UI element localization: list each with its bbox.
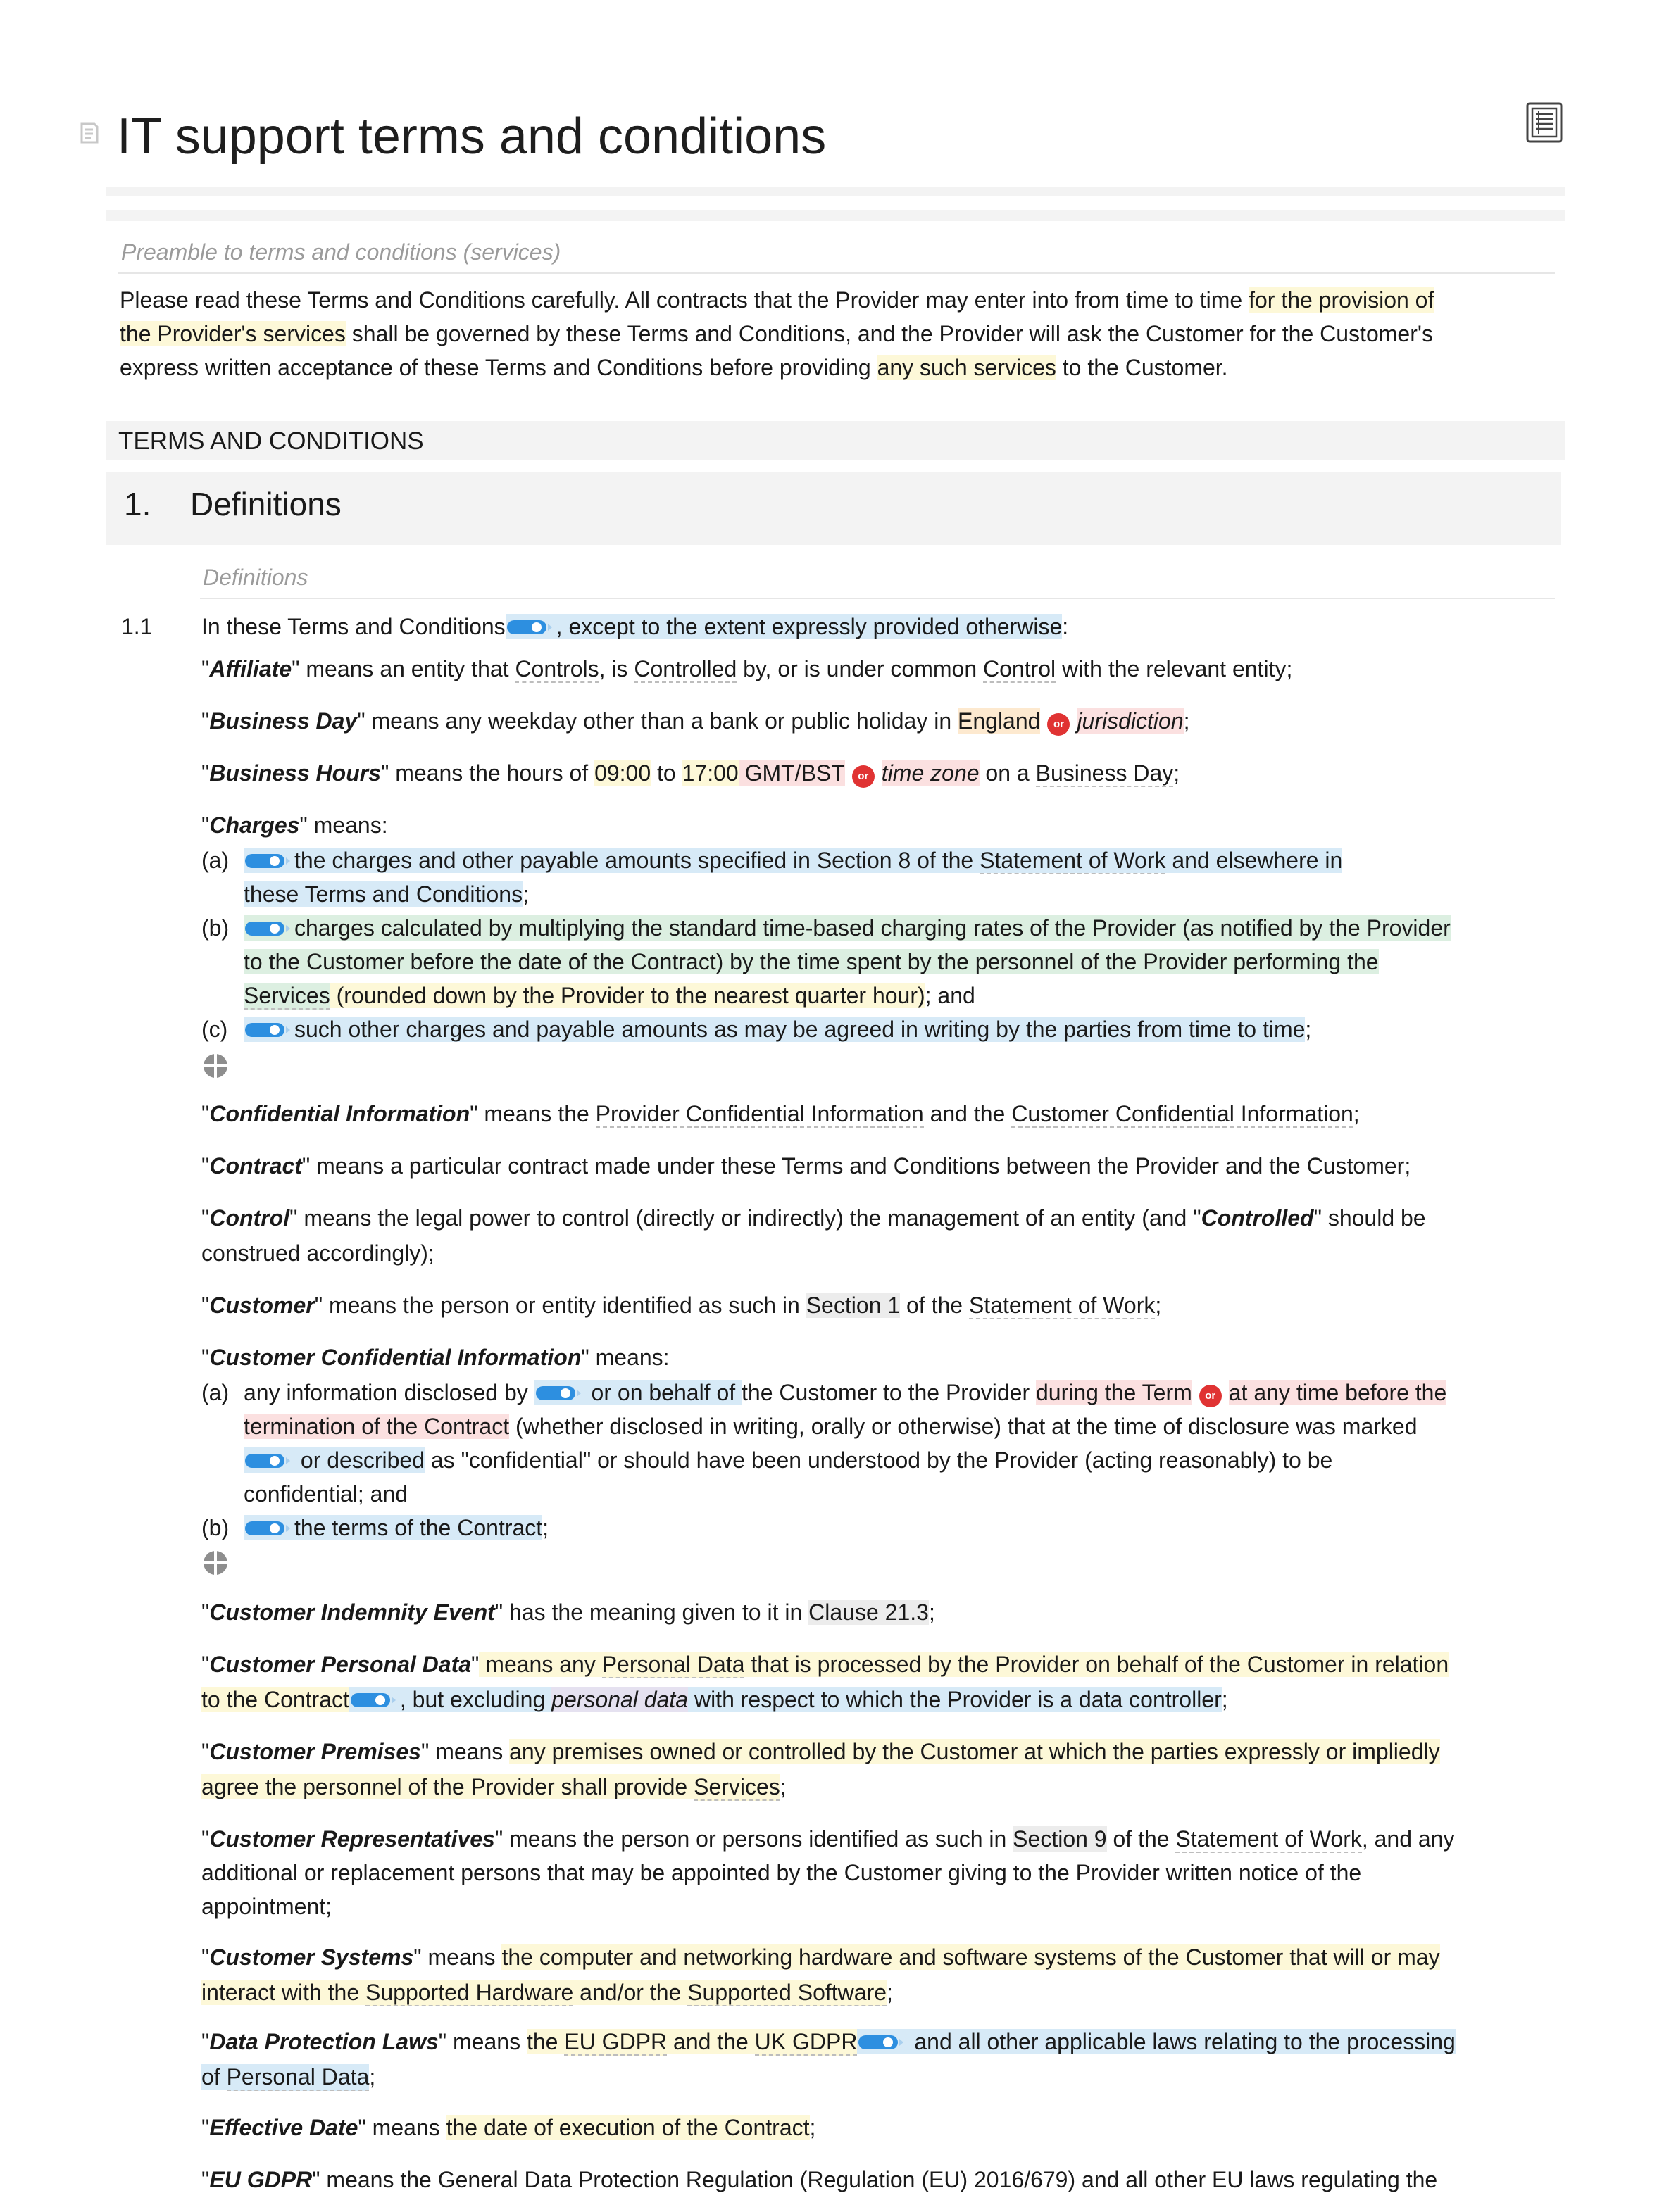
definition-customer-representatives-line-2: additional or replacement persons that may be appointed by the Customer giving to the Provider written notice of the	[201, 1860, 1362, 1885]
charges-item-a: the charges and other payable amounts specified in Section 8 of the Statement of Work and elsewhere in	[244, 843, 1342, 877]
definitions-label: Definitions	[203, 565, 308, 590]
customer-confidential-item-a: any information disclosed by or on behalf of the Customer to the Provider during the Term or at any time before the	[244, 1376, 1446, 1409]
add-item-icon[interactable]	[201, 1549, 230, 1577]
list-label: (c)	[201, 1017, 228, 1042]
definition-control-line-2: construed accordingly);	[201, 1240, 434, 1266]
clause-number: 1.1	[121, 614, 153, 639]
preamble-rule	[118, 272, 1555, 274]
toggle-switch[interactable]	[349, 1690, 397, 1710]
customer-confidential-item-b: the terms of the Contract;	[244, 1511, 549, 1545]
definition-control: "Control" means the legal power to control (directly or indirectly) the management of an entity (and "Controlled" should be	[201, 1205, 1426, 1231]
toggle-switch[interactable]	[244, 1451, 292, 1471]
toggle-switch[interactable]	[244, 1519, 292, 1538]
document-title: IT support terms and conditions	[117, 108, 827, 165]
definition-eu-gdpr: "EU GDPR" means the General Data Protection Regulation (Regulation (EU) 2016/679) and all other EU laws regulating the	[201, 2167, 1438, 2192]
definition-business-hours: "Business Hours" means the hours of 09:00 to 17:00 GMT/BST or time zone on a Business Day;	[201, 756, 1180, 790]
definition-customer-premises: "Customer Premises" means any premises owned or controlled by the Customer at which the parties expressly or impliedly	[201, 1739, 1440, 1764]
preamble-line-2: the Provider's services shall be governed by these Terms and Conditions, and the Provider will ask the Customer for the Customer's	[120, 321, 1433, 346]
definition-customer-systems: "Customer Systems" means the computer and networking hardware and software systems of the Customer that will or may	[201, 1944, 1440, 1970]
definition-data-protection-laws: "Data Protection Laws" means the EU GDPR and the UK GDPR and all other applicable laws relating to the processing	[201, 2029, 1456, 2054]
or-badge[interactable]: or	[1047, 713, 1070, 736]
definition-customer-systems-line-2: interact with the Supported Hardware and/or the Supported Software;	[201, 1980, 893, 2005]
definition-customer-confidential: "Customer Confidential Information" means:	[201, 1345, 670, 1370]
document-stack-icon	[79, 121, 100, 145]
preamble-line-3: express written acceptance of these Terms and Conditions before providing any such services to the Customer.	[120, 355, 1228, 380]
list-label: (b)	[201, 915, 230, 941]
definition-affiliate: "Affiliate" means an entity that Controls, is Controlled by, or is under common Control with the relevant entity;	[201, 656, 1293, 681]
toggle-switch[interactable]	[534, 1383, 582, 1403]
charges-item-b: charges calculated by multiplying the standard time-based charging rates of the Provider (as notified by the Provider	[244, 911, 1451, 945]
definitions-rule	[200, 598, 1555, 599]
toggle-switch[interactable]	[506, 617, 554, 637]
customer-confidential-item-a-line-2: termination of the Contract (whether disclosed in writing, orally or otherwise) that at the time of disclosure was marked	[244, 1414, 1418, 1439]
document-view-icon[interactable]	[1525, 101, 1563, 144]
toggle-switch[interactable]	[244, 1020, 292, 1040]
definition-business-day: "Business Day" means any weekday other than a bank or public holiday in England or jurisdiction;	[201, 704, 1190, 738]
definition-customer-indemnity-event: "Customer Indemnity Event" has the meaning given to it in Clause 21.3;	[201, 1600, 935, 1625]
charges-item-a-cont: these Terms and Conditions;	[244, 881, 529, 907]
definition-contract: "Contract" means a particular contract made under these Terms and Conditions between the Provider and the Customer;	[201, 1153, 1411, 1179]
definition-confidential-information: "Confidential Information" means the Provider Confidential Information and the Customer Confidential Information;	[201, 1101, 1360, 1126]
terms-heading: TERMS AND CONDITIONS	[118, 427, 424, 455]
definition-customer-representatives: "Customer Representatives" means the person or persons identified as such in Section 9 of the Statement of Work, and any	[201, 1826, 1455, 1852]
list-label: (a)	[201, 848, 230, 873]
definition-data-protection-laws-line-2: of Personal Data;	[201, 2064, 376, 2090]
charges-item-b-line-3: Services (rounded down by the Provider to the nearest quarter hour); and	[244, 983, 975, 1008]
toggle-switch[interactable]	[857, 2032, 905, 2052]
or-badge[interactable]: or	[852, 765, 875, 788]
list-label: (b)	[201, 1515, 230, 1540]
title-divider	[106, 187, 1565, 196]
title-divider-lower	[106, 210, 1565, 221]
customer-confidential-item-a-line-4: confidential; and	[244, 1481, 408, 1507]
definition-customer-personal-data: "Customer Personal Data" means any Personal Data that is processed by the Provider on behalf of the Customer in relation	[201, 1652, 1449, 1677]
definition-customer-premises-line-2: agree the personnel of the Provider shall provide Services;	[201, 1774, 787, 1799]
preamble-line-1: Please read these Terms and Conditions carefully. All contracts that the Provider may enter into from time to time for the provision of	[120, 287, 1434, 313]
definition-customer-personal-data-line-2: to the Contract , but excluding personal data with respect to which the Provider is a data controller;	[201, 1687, 1228, 1712]
definition-charges: "Charges" means:	[201, 812, 388, 838]
charges-item-b-line-2: to the Customer before the date of the Contract) by the time spent by the personnel of the Provider performing the	[244, 949, 1379, 974]
customer-confidential-item-a-line-3: or described as "confidential" or should have been understood by the Provider (acting reasonably) to be	[244, 1443, 1332, 1477]
definition-customer-representatives-line-3: appointment;	[201, 1894, 332, 1919]
list-label: (a)	[201, 1380, 230, 1405]
preamble-label: Preamble to terms and conditions (services)	[121, 239, 561, 265]
section-number: 1.	[124, 486, 151, 522]
or-badge[interactable]: or	[1199, 1385, 1222, 1407]
charges-item-c: such other charges and payable amounts as may be agreed in writing by the parties from time to time;	[244, 1012, 1311, 1046]
add-item-icon[interactable]	[201, 1052, 230, 1080]
definition-customer: "Customer" means the person or entity identified as such in Section 1 of the Statement of Work;	[201, 1293, 1162, 1318]
section-heading: Definitions	[190, 486, 342, 522]
toggle-switch[interactable]	[244, 919, 292, 938]
toggle-switch[interactable]	[244, 851, 292, 871]
clause-intro: In these Terms and Conditions , except to the extent expressly provided otherwise:	[201, 614, 1069, 639]
definition-effective-date: "Effective Date" means the date of execution of the Contract;	[201, 2115, 816, 2140]
